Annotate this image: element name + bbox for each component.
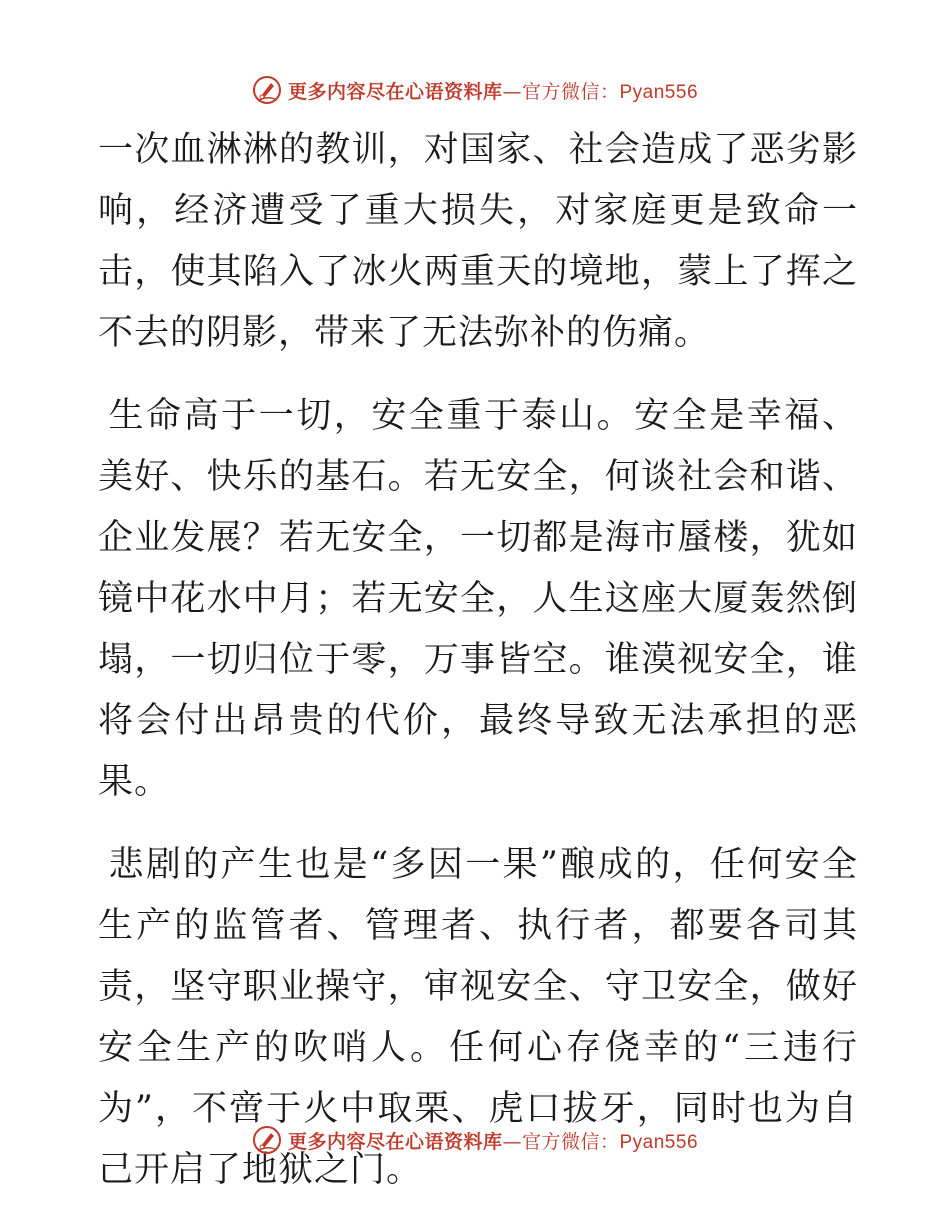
watermark-site-name: 更多内容尽在心语资料库 (287, 80, 503, 103)
document-body (98, 120, 858, 1223)
paragraph-1: 一次血淋淋的教训，对国家、社会造成了恶劣影响，经济遭受了重大损失，对家庭更是致命一击，使其陷入了冰火两重天的境地，蒙上了挥之不去的阴影，带来了无法弥补的伤痛。 (98, 130, 858, 353)
header-watermark (0, 70, 950, 110)
watermark-wechat-label: —官方微信： (502, 80, 620, 103)
paragraph-3: 悲剧的产生也是“多因一果”酿成的，任何安全生产的监管者、管理者、执行者，都要各司其责，坚守职业操守，审视安全、守卫安全，做好安全生产的吹哨人。任何心存侥幸的“三违行为”，不啻于火中取栗、虎口拔牙，同时也为自己开启了地狱之门。 (98, 845, 858, 1190)
pen-nib-logo-icon (252, 1125, 282, 1155)
footer-watermark (0, 1120, 950, 1160)
watermark-text (288, 77, 698, 104)
watermark-wechat-id: Pyan556 (619, 81, 699, 103)
watermark-site-name: 更多内容尽在心语资料库 (287, 1130, 503, 1153)
watermark-wechat-label: —官方微信： (502, 1130, 620, 1153)
watermark-text (288, 1127, 698, 1154)
pen-nib-logo-icon (252, 75, 282, 105)
watermark-wechat-id: Pyan556 (619, 1131, 699, 1153)
paragraph-2: 生命高于一切，安全重于泰山。安全是幸福、美好、快乐的基石。若无安全，何谈社会和谐、企业发展？若无安全，一切都是海市蜃楼，犹如镜中花水中月；若无安全，人生这座大厦轰然倒塌，一切归位于零，万事皆空。谁漠视安全，谁将会付出昂贵的代价，最终导致无法承担的恶果。 (98, 396, 858, 802)
